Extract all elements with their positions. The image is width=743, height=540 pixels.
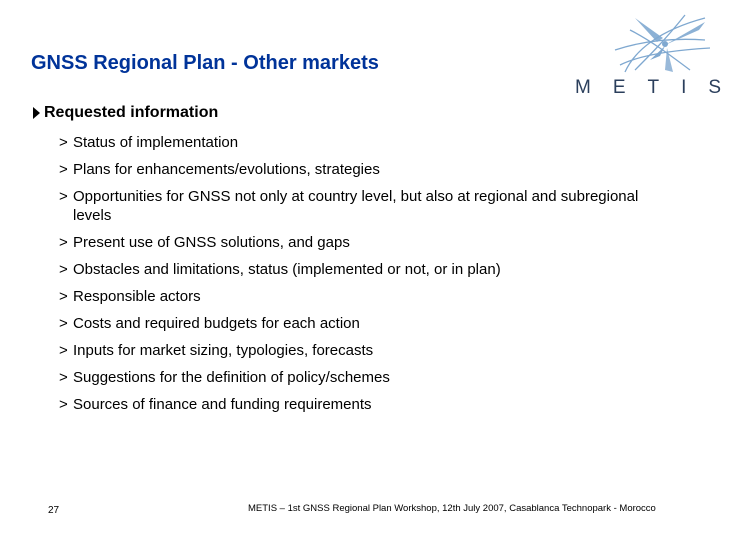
item-text: Obstacles and limitations, status (implemented or not, or in plan): [73, 261, 501, 278]
bullet-marker: >: [59, 161, 68, 178]
item-text: Status of implementation: [73, 134, 239, 151]
list-item: [59, 287, 659, 306]
bullet-marker: >: [59, 288, 68, 305]
globe-swirl-logo-icon: [565, 10, 713, 80]
item-text: Suggestions for the definition of policy/schemes: [73, 369, 390, 386]
list-item: [59, 395, 659, 414]
item-text: Costs and required budgets for each action: [73, 315, 360, 332]
list-item: [59, 341, 659, 360]
footer-text: METIS – 1st GNSS Regional Plan Workshop, 12th July 2007, Casablanca Technopark - Morocco: [248, 503, 656, 514]
bullet-marker: >: [59, 261, 68, 278]
list-item: [59, 314, 659, 333]
bullet-marker: >: [59, 315, 68, 332]
section-heading: [33, 104, 218, 122]
bullet-marker: >: [59, 342, 68, 359]
slide-title: GNSS Regional Plan - Other markets: [31, 52, 379, 74]
list-item: [59, 160, 659, 179]
item-text: Present use of GNSS solutions, and gaps: [73, 234, 350, 251]
list-item: [59, 233, 659, 252]
heading-label: Requested information: [44, 104, 219, 121]
requested-info-list: [59, 133, 659, 422]
item-text: Plans for enhancements/evolutions, strategies: [73, 161, 380, 178]
item-text: Responsible actors: [73, 288, 201, 305]
bullet-marker: >: [59, 188, 68, 205]
page-number: 27: [48, 505, 60, 516]
triangle-bullet-icon: [33, 107, 40, 119]
item-text: Sources of finance and funding requirements: [73, 396, 372, 413]
bullet-marker: >: [59, 234, 68, 251]
item-text: Inputs for market sizing, typologies, forecasts: [73, 342, 374, 359]
bullet-marker: >: [59, 396, 68, 413]
list-item: [59, 368, 659, 387]
metis-logo: [565, 10, 743, 100]
list-item: [59, 133, 659, 152]
bullet-marker: >: [59, 134, 68, 151]
list-item: [59, 187, 659, 225]
item-text: Opportunities for GNSS not only at country level, but also at regional and subregional levels: [73, 188, 639, 224]
logo-text: METIS: [575, 77, 743, 98]
list-item: [59, 260, 659, 279]
bullet-marker: >: [59, 369, 68, 386]
